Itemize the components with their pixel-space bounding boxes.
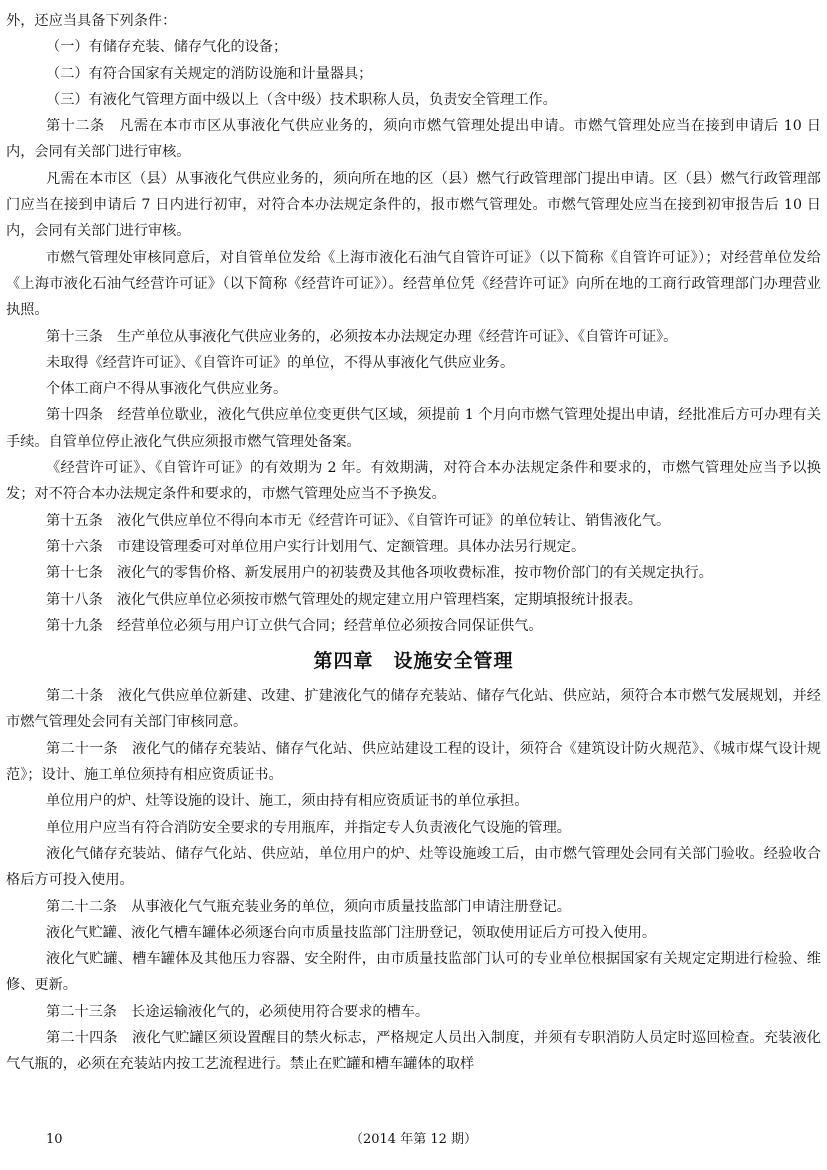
issue-label: （2014 年第 12 期） — [349, 1132, 478, 1147]
paragraph: 液化气储存充装站、储存气化站、供应站，单位用户的炉、灶等设施竣工后，由市燃气管理处会同有关部门验收。经验收合格后方可投入使用。 — [6, 845, 821, 889]
paragraph: 第二十二条 从事液化气气瓶充装业务的单位，须向市质量技监部门申请注册登记。 — [46, 898, 571, 915]
paragraph: 第二十四条 液化气贮罐区须设置醒目的禁火标志，严格规定人员出入制度，并须有专职消防人员定时巡回检查。充装液化气气瓶的，必须在充装站内按工艺流程进行。禁止在贮罐和槽车罐体的取样 — [6, 1029, 821, 1073]
paragraph: （三）有液化气管理方面中级以上（含中级）技术职称人员，负责安全管理工作。 — [46, 91, 557, 108]
paragraph: 液化气贮罐、槽车罐体及其他压力容器、安全附件，由市质量技监部门认可的专业单位根据国家有关规定定期进行检验、维修、更新。 — [6, 951, 821, 994]
paragraph: 个体工商户不得从事液化气供应业务。 — [46, 381, 288, 398]
paragraph: 第十七条 液化气的零售价格、新发展用户的初装费及其他各项收费标准，按市物价部门的有关规定执行。 — [46, 565, 713, 582]
paragraph: 第十六条 市建设管理委可对单位用户实行计划用气、定额管理。具体办法另行规定。 — [46, 538, 586, 555]
paragraph: 单位用户应当有符合消防安全要求的专用瓶库，并指定专人负责液化气设施的管理。 — [46, 819, 571, 836]
paragraph: 市燃气管理处审核同意后，对自管单位发给《上海市液化石油气自管许可证》（以下简称《自管许可证》）；对经营单位发给《上海市液化石油气经营许可证》（以下简称《经营许可证》）。经营单位凭《经营许可证》向所在地的工商行政管理部门办理营业执照。 — [6, 249, 821, 319]
paragraph: 第十九条 经营单位必须与用户订立供气合同；经营单位必须按合同保证供气。 — [46, 617, 543, 634]
paragraph: 第十二条 凡需在本市市区从事液化气供应业务的，须向市燃气管理处提出申请。市燃气管理处应当在接到申请后 10 日内，会同有关部门进行审核。 — [6, 118, 821, 161]
paragraph: 第十四条 经营单位歇业，液化气供应单位变更供气区域，须提前 1 个月向市燃气管理处提出申请，经批准后方可办理有关手续。自管单位停止液化气供应须报市燃气管理处备案。 — [6, 407, 821, 450]
body-text — [6, 8, 821, 1078]
paragraph: 第十三条 生产单位从事液化气供应业务的，必须按本办法规定办理《经营许可证》、《自管许可证》。 — [46, 328, 678, 345]
paragraph: 未取得《经营许可证》、《自管许可证》的单位，不得从事液化气供应业务。 — [46, 354, 515, 371]
paragraph: 液化气贮罐、液化气槽车罐体必须逐台向市质量技监部门注册登记，领取使用证后方可投入使用。 — [46, 924, 657, 941]
paragraph: 凡需在本市区（县）从事液化气供应业务的，须向所在地的区（县）燃气行政管理部门提出申请。区（县）燃气行政管理部门应当在接到申请后 7 日内进行初审，对符合本办法规定条件的，报市燃气管理处。市燃气管理处应当在接到初审报告后 10 日内，会同有关部门进行审核。 — [6, 170, 821, 240]
paragraph: 《经营许可证》、《自管许可证》的有效期为 2 年。有效期满，对符合本办法规定条件和要求的，市燃气管理处应当予以换发；对不符合本办法规定条件和要求的，市燃气管理处应当不予换发。 — [6, 460, 821, 503]
paragraph: 第二十一条 液化气的储存充装站、储存气化站、供应站建设工程的设计，须符合《建筑设计防火规范》、《城市煤气设计规范》；设计、施工单位须持有相应资质证书。 — [6, 740, 821, 784]
page-number: 10 — [46, 1132, 63, 1147]
paragraph: 单位用户的炉、灶等设施的设计、施工，须由持有相应资质证书的单位承担。 — [46, 793, 529, 810]
chapter-heading: 第四章 设施安全管理 — [313, 650, 514, 673]
paragraph: （二）有符合国家有关规定的消防设施和计量器具； — [46, 65, 373, 82]
paragraph: 外，还应当具备下列条件： — [6, 13, 177, 29]
paragraph: 第二十三条 长途运输液化气的，必须使用符合要求的槽车。 — [46, 1003, 430, 1020]
paragraph: （一）有储存充装、储存气化的设备； — [46, 39, 288, 56]
paragraph: 第十五条 液化气供应单位不得向本市无《经营许可证》、《自管许可证》的单位转让、销售液化气。 — [46, 512, 671, 529]
paragraph: 第十八条 液化气供应单位必须按市燃气管理处的规定建立用户管理档案，定期填报统计报表。 — [46, 591, 642, 608]
paragraph: 第二十条 液化气供应单位新建、改建、扩建液化气的储存充装站、储存气化站、供应站，须符合本市燃气发展规划，并经市燃气管理处会同有关部门审核同意。 — [6, 688, 821, 731]
